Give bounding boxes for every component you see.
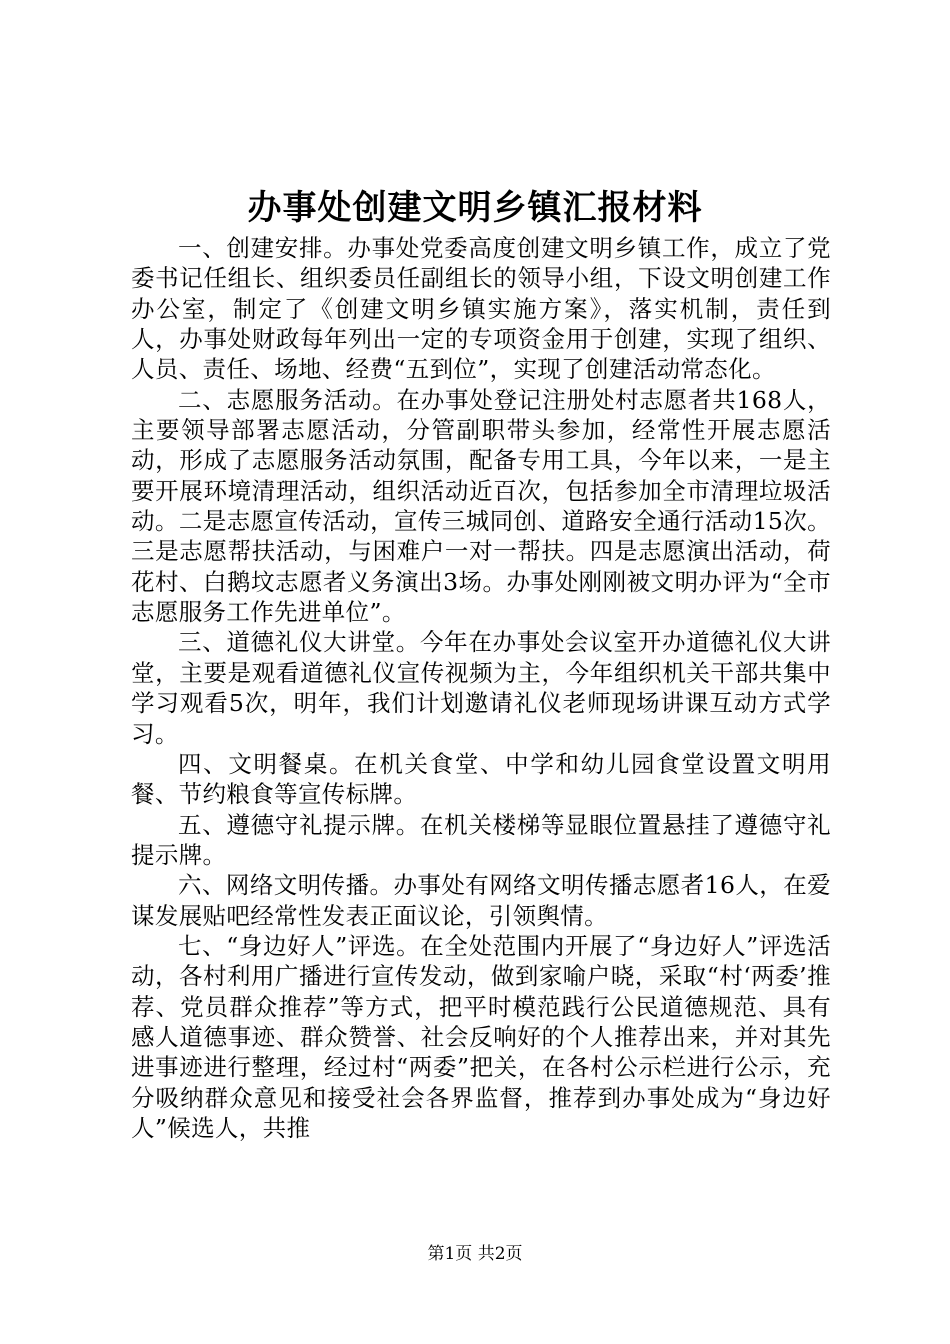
paragraph-ethics-lecture: 三、道德礼仪大讲堂。今年在办事处会议室开办道德礼仪大讲堂，主要是观看道德礼仪宣传视频为主，今年组织机关干部共集中学习观看5次，明年，我们计划邀请礼仪老师现场讲课互动方式学习。 [131, 628, 831, 748]
paragraph-good-people-selection: 七、“身边好人”评选。在全处范围内开展了“身边好人”评选活动，各村利用广播进行宣传发动，做到家喻户晓，采取“村‘两委’推荐、党员群众推荐”等方式，把平时模范践行公民道德规范、具有感人道德事迹、群众赞誉、社会反响好的个人推荐出来，并对其先进事迹进行整理，经过村“两委”把关，在各村公示栏进行公示，充分吸纳群众意见和接受社会各界监督，推荐到办事处成为“身边好人”候选人，共推 [131, 931, 831, 1142]
page-number-footer: 第1页 共2页 [427, 1244, 523, 1264]
paragraph-etiquette-signs: 五、遵德守礼提示牌。在机关楼梯等显眼位置悬挂了遵德守礼提示牌。 [131, 810, 831, 869]
document-title: 办事处创建文明乡镇汇报材料 [247, 188, 703, 228]
paragraph-network-civilization: 六、网络文明传播。办事处有网络文明传播志愿者16人，在爱谋发展贴吧经常性发表正面议论，引领舆情。 [131, 871, 831, 930]
paragraph-creation-arrangement: 一、创建安排。办事处党委高度创建文明乡镇工作，成立了党委书记任组长、组织委员任副组长的领导小组，下设文明创建工作办公室，制定了《创建文明乡镇实施方案》，落实机制，责任到人，办事处财政每年列出一定的专项资金用于创建，实现了组织、人员、责任、场地、经费“五到位”，实现了创建活动常态化。 [131, 234, 831, 384]
paragraph-volunteer-service: 二、志愿服务活动。在办事处登记注册处村志愿者共168人，主要领导部署志愿活动，分管副职带头参加，经常性开展志愿活动，形成了志愿服务活动氛围，配备专用工具，今年以来，一是主要开展环境清理活动，组织活动近百次，包括参加全市清理垃圾活动。二是志愿宣传活动，宣传三城同创、道路安全通行活动15次。三是志愿帮扶活动，与困难户一对一帮扶。四是志愿演出活动，荷花村、白鹅坟志愿者义务演出3场。办事处刚刚被文明办评为“全市志愿服务工作先进单位”。 [131, 385, 831, 627]
document-body [131, 233, 831, 1143]
paragraph-civilized-dining: 四、文明餐桌。在机关食堂、中学和幼儿园食堂设置文明用餐、节约粮食等宣传标牌。 [131, 749, 831, 809]
